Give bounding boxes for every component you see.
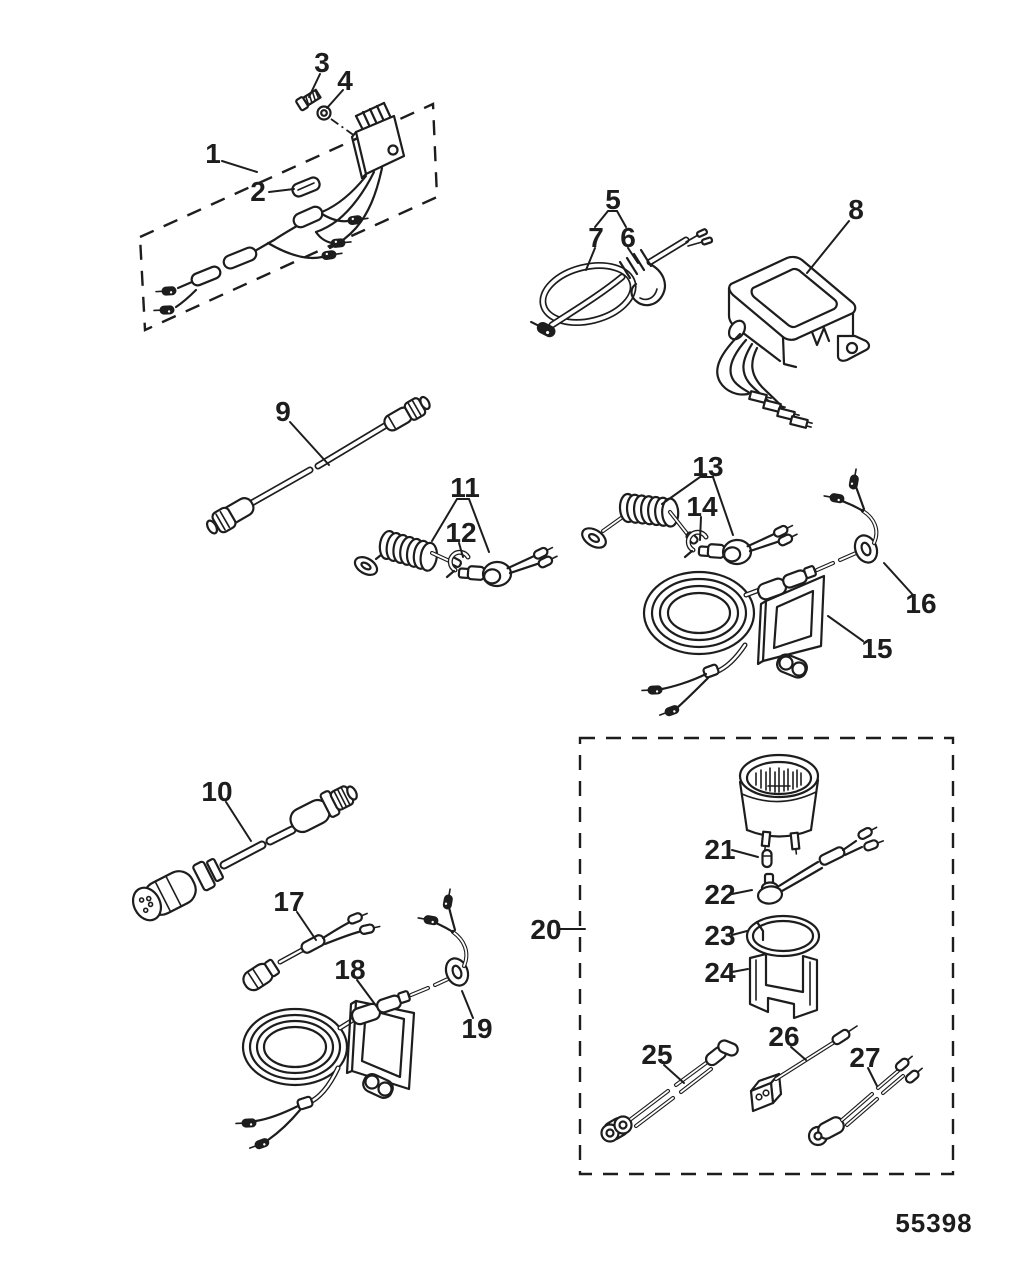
- callout-2: 2: [250, 176, 266, 207]
- callout-15: 15: [861, 633, 893, 664]
- part-10-cable-drawing: [128, 785, 359, 925]
- callout-11: 11: [450, 472, 480, 503]
- callout-20: 20: [530, 914, 562, 945]
- part-20-gauge-kit-drawing: [580, 738, 953, 1174]
- callout-10: 10: [201, 776, 233, 807]
- callout-14: 14: [686, 491, 718, 522]
- callout-9: 9: [275, 396, 291, 427]
- callout-27: 27: [849, 1042, 881, 1073]
- callout-12: 12: [445, 517, 477, 548]
- callout-6: 6: [620, 222, 636, 253]
- callout-1: 1: [205, 138, 221, 169]
- washer-drawing: [318, 107, 331, 120]
- callout-13: 13: [692, 451, 724, 482]
- mount-bracket-drawing: [750, 954, 817, 1018]
- callout-23: 23: [704, 920, 736, 951]
- callout-7: 7: [588, 222, 604, 253]
- callout-16: 16: [905, 588, 937, 619]
- callout-24: 24: [704, 957, 736, 988]
- callout-17: 17: [273, 886, 305, 917]
- callout-18: 18: [334, 954, 366, 985]
- callout-22: 22: [704, 879, 736, 910]
- lead-26-drawing: [751, 1026, 857, 1111]
- callout-25: 25: [641, 1039, 673, 1070]
- drawing-number: 55398: [895, 1208, 973, 1238]
- callout-4: 4: [337, 65, 353, 96]
- part-1-harness-kit-drawing: [140, 89, 437, 330]
- callout-5: 5: [605, 184, 621, 215]
- callout-3: 3: [314, 47, 330, 78]
- bulb-drawing: [763, 850, 772, 867]
- spacer-ring-drawing: [747, 916, 819, 956]
- callout-26: 26: [768, 1021, 800, 1052]
- callout-labels: [201, 47, 936, 1073]
- callout-21: 21: [704, 834, 736, 865]
- part-18-coiled-harness-drawing: [236, 888, 472, 1151]
- callout-19: 19: [461, 1013, 493, 1044]
- harness-wires-drawing: [154, 168, 382, 314]
- part-9-cable-drawing: [205, 395, 432, 535]
- callout-8: 8: [848, 194, 864, 225]
- rectifier-block-drawing: [352, 103, 404, 178]
- gauge-drawing: [740, 755, 818, 854]
- part-8-module-drawing: [717, 257, 869, 429]
- screw-drawing: [295, 89, 321, 111]
